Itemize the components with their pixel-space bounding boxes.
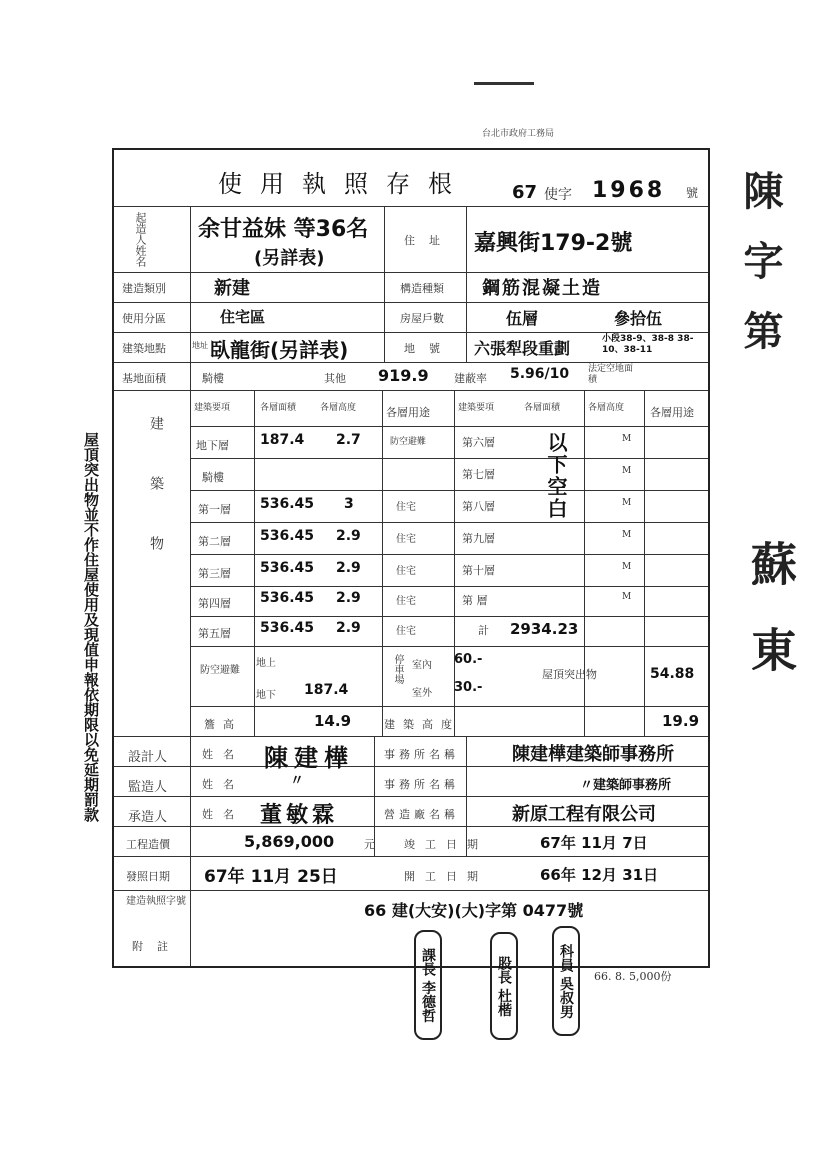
floor-use: 住宅 — [396, 596, 416, 607]
permit-label: 建造執照字號 — [126, 896, 186, 907]
cost-currency: 元 — [364, 838, 375, 851]
contractor-firm-label: 營造廠名稱 — [384, 808, 459, 821]
floor-area: 536.45 — [260, 560, 315, 576]
start-value: 66年 12月 31日 — [540, 866, 659, 884]
designer-office: 陳建樺建築師事務所 — [512, 744, 674, 765]
top-mark — [474, 82, 534, 95]
col-structure: 建築物 — [148, 416, 164, 596]
units-a: 伍層 — [506, 309, 539, 328]
type-value: 新建 — [214, 278, 250, 299]
floor-height: 2.9 — [336, 560, 361, 576]
floor-height: 2.7 — [336, 432, 361, 448]
usage-license-form — [112, 148, 710, 968]
site-sub: 地址 — [192, 341, 208, 350]
floor-row: 第五層 — [198, 627, 231, 640]
contractor-label: 承造人 — [128, 810, 168, 825]
parking-in: 室內 — [412, 660, 432, 671]
unit-m: M — [622, 434, 632, 444]
contractor-name-label: 姓名 — [202, 808, 244, 821]
unit-m: M — [622, 592, 632, 602]
floor-area: 536.45 — [260, 496, 315, 512]
floor-row: 第二層 — [198, 535, 231, 548]
zone-value: 住宅區 — [220, 308, 266, 326]
complete-label: 竣工日期 — [404, 838, 488, 851]
floor-row-right: 第 層 — [462, 594, 488, 607]
area-label: 基地面積 — [122, 372, 166, 385]
col-area-left: 各層面積 — [260, 403, 297, 413]
print-note: 66. 8. 5,000份 — [594, 970, 672, 983]
top-stamp: 台北市政府工務局 — [482, 129, 555, 139]
issue-label: 發照日期 — [126, 870, 170, 883]
supervisor-office-label: 事務所名稱 — [384, 778, 459, 791]
roof-value: 54.88 — [650, 666, 695, 682]
site-label: 建築地點 — [122, 342, 166, 355]
area-other: 919.9 — [378, 366, 429, 385]
area-sub2: 其他 — [324, 372, 346, 385]
cost-value: 5,869,000 — [244, 832, 335, 851]
coverage-value: 5.96/10 — [510, 366, 570, 382]
floor-use: 住宅 — [396, 626, 416, 637]
floor-height: 3 — [344, 496, 354, 512]
col-use-right: 各層用途 — [650, 406, 694, 419]
bldg-height-value: 19.9 — [662, 712, 700, 730]
designer-office-label: 事務所名稱 — [384, 748, 459, 761]
applicant-value: 余甘益妹 等36名 — [198, 217, 369, 242]
designer-value: 陳建樺 — [264, 744, 354, 772]
cert-suffix: 號 — [686, 186, 699, 200]
floor-height: 2.9 — [336, 528, 361, 544]
item-label-right: 建築要項 — [458, 403, 495, 413]
floor-area: 536.45 — [260, 528, 315, 544]
floor-area: 536.45 — [260, 620, 315, 636]
supervisor-label: 監造人 — [128, 780, 168, 795]
designer-label: 設計人 — [128, 750, 168, 765]
address-label: 住址 — [404, 234, 454, 247]
floor-row-right: 第十層 — [462, 564, 495, 577]
floor-use: 住宅 — [396, 534, 416, 545]
supervisor-value: 〃 — [290, 773, 304, 789]
units-b: 參拾伍 — [614, 309, 663, 328]
right-scribble: 陳字第 — [737, 170, 783, 380]
approval-stamp-2: 股長 杜楷 — [490, 932, 518, 1040]
right-mark: 蘇東 — [744, 540, 798, 712]
remarks-label: 附註 — [132, 940, 182, 953]
unit-m: M — [622, 530, 632, 540]
issue-value: 67年 11月 25日 — [204, 867, 338, 887]
parking-label: 停車場 — [392, 654, 403, 684]
item-label-left: 建築要項 — [194, 403, 231, 413]
col-use-left: 各層用途 — [386, 406, 430, 419]
col-height-right: 各層高度 — [588, 403, 625, 413]
approval-stamp-3: 科員 吳叔男 — [552, 926, 580, 1036]
cert-num: 1968 — [592, 178, 666, 203]
units-label: 房屋戶數 — [400, 312, 444, 325]
cert-word: 使字 — [544, 187, 572, 203]
roof-label: 屋頂突出物 — [542, 668, 597, 681]
floor-row-right: 第九層 — [462, 532, 495, 545]
shelter-up: 地上 — [256, 658, 276, 669]
floor-row-right: 第七層 — [462, 468, 495, 481]
cost-label: 工程造價 — [126, 838, 170, 851]
eave-label: 簷高 — [204, 718, 242, 731]
designer-name-label: 姓名 — [202, 748, 244, 761]
lot-detail: 小段38-9、38-8 38-10、38-11 — [602, 334, 694, 355]
side-note: 屋頂突出物並不作住屋使用及現值申報依期限以免延期罰款 — [82, 432, 100, 822]
shelter-down: 地下 — [256, 690, 276, 701]
contractor-value: 董敏霖 — [260, 803, 339, 828]
parking-out: 室外 — [412, 688, 432, 699]
unit-m: M — [622, 498, 632, 508]
unit-m: M — [622, 562, 632, 572]
shelter-down-value: 187.4 — [304, 682, 349, 698]
supervisor-office: 〃建築師事務所 — [580, 778, 672, 793]
form-title: 使用執照存根 — [218, 170, 470, 198]
floor-area: 187.4 — [260, 432, 305, 448]
note-blank: 以下空白 — [544, 432, 568, 520]
start-label: 開工日期 — [404, 870, 488, 883]
lot-label: 地號 — [404, 342, 454, 355]
total-label: 計 — [478, 624, 489, 637]
col-area-right: 各層面積 — [524, 403, 561, 413]
type-label: 建造類別 — [122, 282, 166, 295]
lot-value: 六張犁段重劃 — [474, 339, 571, 358]
area-sub1: 騎樓 — [202, 372, 224, 385]
floor-use: 住宅 — [396, 502, 416, 513]
floor-row: 騎樓 — [202, 471, 224, 484]
parking-out-value: 30.- — [454, 680, 483, 695]
supervisor-name-label: 姓名 — [202, 778, 244, 791]
parking-in-value: 60.- — [454, 652, 483, 667]
structure-value: 鋼筋混凝土造 — [482, 278, 602, 299]
floor-height: 2.9 — [336, 590, 361, 606]
complete-value: 67年 11月 7日 — [540, 834, 648, 852]
floor-area: 536.45 — [260, 590, 315, 606]
floor-row: 地下層 — [196, 439, 229, 452]
approval-stamp-1: 課長 李德哲 — [414, 930, 442, 1040]
bldg-height-label: 建築高度 — [384, 718, 460, 731]
legal-area-label: 法定空地面積 — [588, 364, 634, 385]
floor-row: 第三層 — [198, 567, 231, 580]
site-value: 臥龍街(另詳表) — [210, 338, 349, 362]
floor-row: 第一層 — [198, 503, 231, 516]
col-height-left: 各層高度 — [320, 403, 357, 413]
floor-row-right: 第六層 — [462, 436, 495, 449]
coverage-label: 建蔽率 — [454, 372, 487, 385]
unit-m: M — [622, 466, 632, 476]
address-value: 嘉興街179-2號 — [474, 231, 633, 256]
contractor-firm: 新原工程有限公司 — [512, 804, 656, 825]
shelter-label: 防空避難 — [200, 665, 240, 676]
applicant-note: (另詳表) — [254, 248, 325, 269]
cert-no: 67 — [512, 182, 538, 203]
applicant-label: 起造人姓名 — [134, 212, 147, 267]
floor-height: 2.9 — [336, 620, 361, 636]
zone-label: 使用分區 — [122, 312, 166, 325]
floor-use: 防空避難 — [390, 437, 427, 447]
floor-use: 住宅 — [396, 566, 416, 577]
structure-label: 構造種類 — [400, 282, 444, 295]
floor-row: 第四層 — [198, 597, 231, 610]
total-value: 2934.23 — [510, 620, 579, 638]
eave-value: 14.9 — [314, 712, 352, 730]
floor-row-right: 第八層 — [462, 500, 495, 513]
permit-value: 66 建(大安)(大)字第 0477號 — [364, 901, 584, 920]
